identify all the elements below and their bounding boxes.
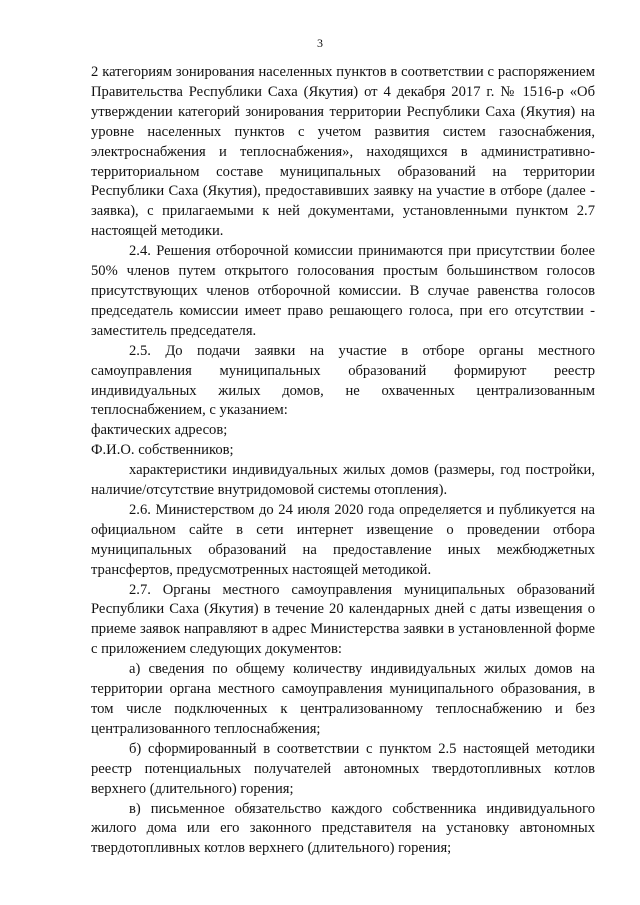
list-item: фактических адресов; — [91, 422, 228, 439]
subitem-v: в) письменное обязательство каждого собственника индивидуального жилого дома или его законного представителя на установку автономных твердотопливных котлов верхнего (длительного) горения; — [91, 800, 595, 857]
paragraph-2-7: 2.7. Органы местного самоуправления муниципальных образований Республики Саха (Якутия) в течение 20 календарных дней с даты извещения о приеме заявок направляют в адрес Министерства заявки в установленной форме с приложением следующих документов: — [91, 581, 595, 658]
document-body — [91, 63, 595, 859]
list-item: характеристики индивидуальных жилых домов (размеры, год постройки, наличие/отсутствие внутридомовой системы отопления). — [91, 462, 595, 499]
paragraph-2-4: 2.4. Решения отборочной комиссии принимаются при присутствии более 50% членов путем открытого голосования простым большинством голосов присутствующих членов отборочной комиссии. В случае равенства голосов председатель комиссии имеет право решающего голоса, при его отсутствии - заместитель председателя. — [91, 243, 595, 339]
paragraph-2-6: 2.6. Министерством до 24 июля 2020 года определяется и публикуется на официальном сайте в сети интернет извещение о проведении отбора муниципальных образований на предоставление иных межбюджетных трансфертов, предусмотренных настоящей методикой. — [91, 501, 595, 578]
subitem-b: б) сформированный в соответствии с пунктом 2.5 настоящей методики реестр потенциальных получателей автономных твердотопливных котлов верхнего (длительного) горения; — [91, 740, 595, 797]
subitem-a: а) сведения по общему количеству индивидуальных жилых домов на территории органа местного самоуправления муниципального образования, в том числе подключенных к централизованному теплоснабжению и без централизованного теплоснабжения; — [91, 661, 595, 737]
paragraph-continuation: 2 категориям зонирования населенных пунктов в соответствии с распоряжением Правительства Республики Саха (Якутия) от 4 декабря 2017 г. № 1516-р «Об утверждении категорий зонирования территории Республики Саха (Якутия) на уровне населенных пунктов с учетом развития систем газоснабжения, электроснабжения и теплоснабжения», находящихся в административно-территориальном составе муниципальных образований на территории Республики Саха (Якутия), предоставивших заявку на участие в отборе (далее - заявка), с прилагаемыми к ней документами, установленными пунктом 2.7 настоящей методики. — [91, 64, 595, 240]
list-item: Ф.И.О. собственников; — [91, 442, 234, 459]
paragraph-2-5: 2.5. До подачи заявки на участие в отборе органы местного самоуправления муниципальных образований формируют реестр индивидуальных жилых домов, не охваченных централизованным теплоснабжением, с указанием: — [91, 342, 595, 419]
page-number: 3 — [317, 36, 323, 50]
